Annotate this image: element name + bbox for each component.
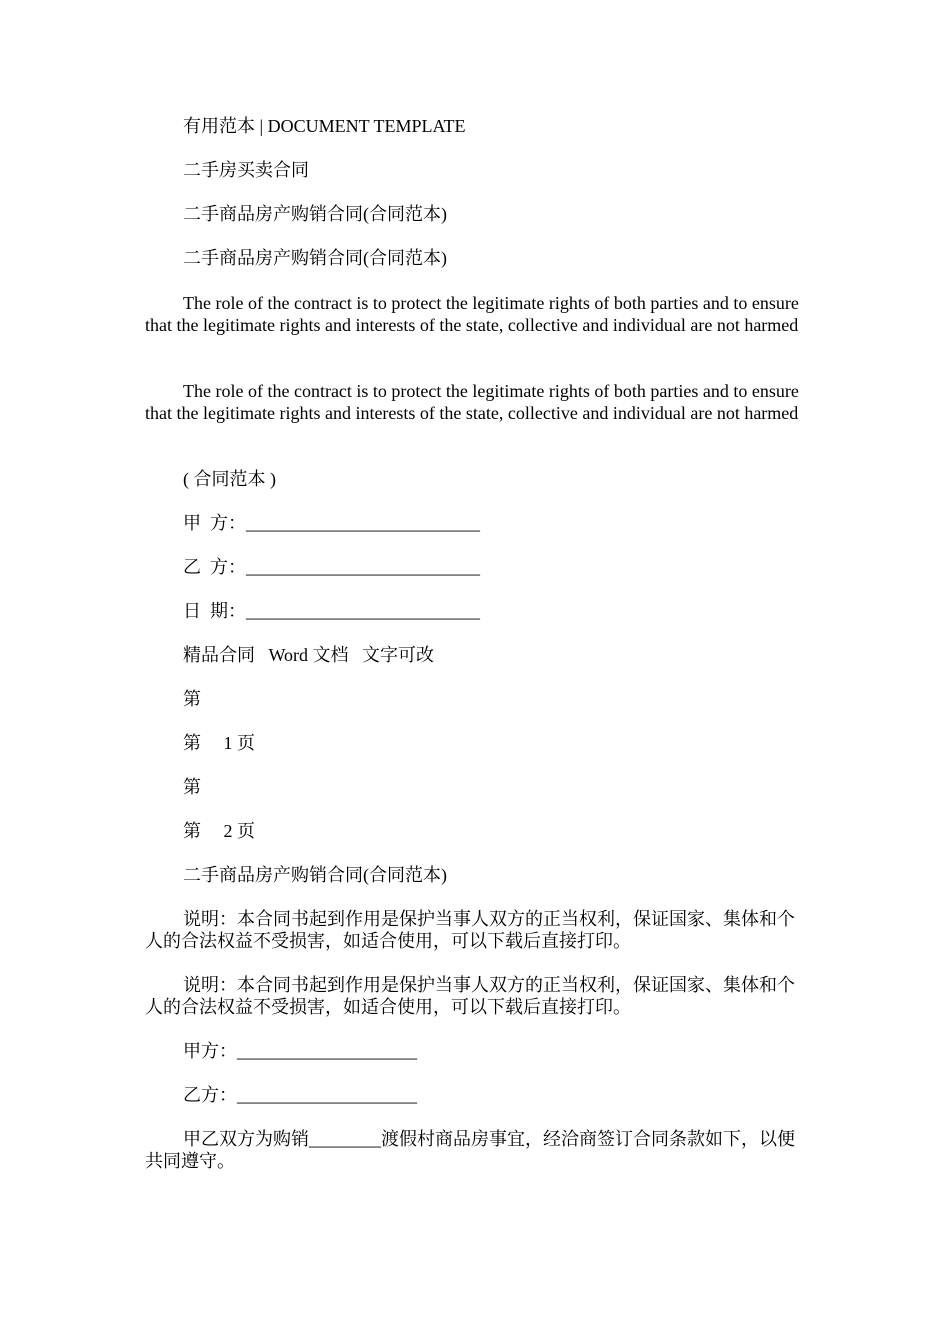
page-number: 第 1 页	[183, 733, 255, 753]
contract-template-label: ( 合同范本 )	[183, 469, 276, 489]
note-paragraph: 说明：本合同书起到作用是保护当事人双方的正当权利，保证国家、集体和个人的合法权益不受损害，如适合使用，可以下载后直接打印。	[145, 909, 795, 951]
document-title: 二手房买卖合同	[183, 160, 309, 180]
body-title: 二手商品房产购销合同(合同范本)	[183, 865, 447, 885]
body-party-b-field: 乙方：____________________	[183, 1085, 417, 1105]
page-marker: 第	[183, 777, 201, 797]
document-header: 有用范本 | DOCUMENT TEMPLATE	[183, 116, 466, 136]
party-a-field: 甲 方：__________________________	[183, 513, 480, 533]
clause-intro: 甲乙双方为购销________渡假村商品房事宜，经洽商签订合同条款如下，以便共同遵守。	[145, 1129, 795, 1171]
date-field: 日 期：__________________________	[183, 601, 480, 621]
note-paragraph: 说明：本合同书起到作用是保护当事人双方的正当权利，保证国家、集体和个人的合法权益不受损害，如适合使用，可以下载后直接打印。	[145, 975, 795, 1017]
footer-note: 精品合同 Word 文档 文字可改	[183, 645, 435, 665]
page-number: 第 2 页	[183, 821, 255, 841]
document-subtitle: 二手商品房产购销合同(合同范本)	[183, 248, 447, 268]
english-paragraph: The role of the contract is to protect the legitimate rights of both parties and to ensure that the legitimate rights and interests of the state, collective and individual are not harmed	[145, 293, 799, 335]
page-marker: 第	[183, 689, 201, 709]
english-paragraph: The role of the contract is to protect the legitimate rights of both parties and to ensure that the legitimate rights and interests of the state, collective and individual are not harmed	[145, 381, 799, 423]
party-b-field: 乙 方：__________________________	[183, 557, 480, 577]
document-subtitle: 二手商品房产购销合同(合同范本)	[183, 204, 447, 224]
body-party-a-field: 甲方：____________________	[183, 1041, 417, 1061]
